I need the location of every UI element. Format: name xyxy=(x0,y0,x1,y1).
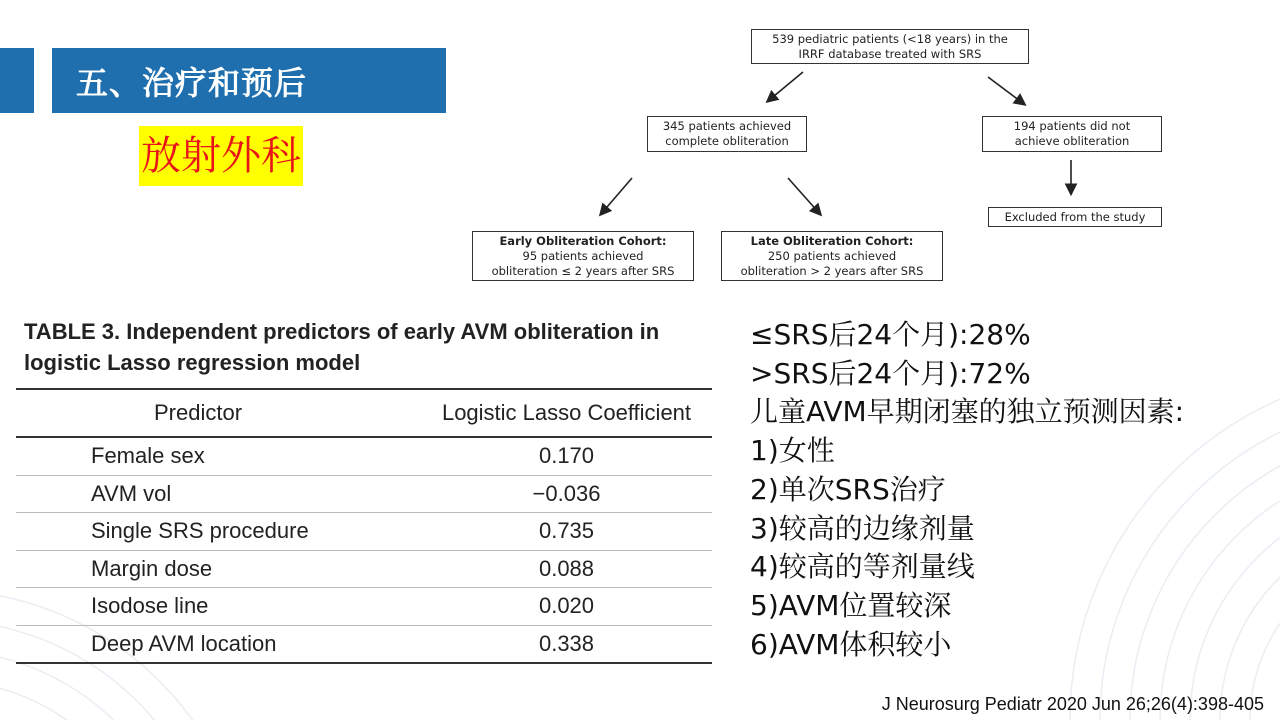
notes-line: ≤SRS后24个月):28% xyxy=(750,318,1031,351)
flowchart-root-line2: IRRF database treated with SRS xyxy=(798,46,982,61)
table-header-row xyxy=(16,388,712,438)
table-cell-predictor: AVM vol xyxy=(91,480,172,506)
slide-subtitle: 放射外科 xyxy=(139,126,303,186)
flowchart-excluded-line1: Excluded from the study xyxy=(1004,209,1146,224)
table-cell-predictor: Deep AVM location xyxy=(91,630,277,656)
notes-line: 6)AVM体积较小 xyxy=(750,627,952,661)
flowchart-achieved-line2: complete obliteration xyxy=(665,134,789,148)
table-row xyxy=(16,588,712,626)
table-header-coefficient: Logistic Lasso Coefficient xyxy=(441,400,692,425)
slide-title-text: 五、治疗和预后 xyxy=(76,63,308,102)
flowchart-achieved-box xyxy=(647,116,807,152)
flowchart-not-achieved-line2: achieve obliteration xyxy=(1014,134,1130,148)
table-row xyxy=(16,551,712,589)
table-cell-coefficient: 0.338 xyxy=(538,630,595,656)
flowchart-late-line2: obliteration > 2 years after SRS xyxy=(740,263,924,278)
table-row xyxy=(16,476,712,514)
flowchart-early-line2: obliteration ≤ 2 years after SRS xyxy=(491,263,675,278)
table-cell-coefficient: 0.170 xyxy=(538,443,595,469)
flowchart-late-heading: Late Obliteration Cohort: xyxy=(750,233,914,248)
notes-line: 儿童AVM早期闭塞的独立预测因素: xyxy=(750,395,1185,429)
table-cell-coefficient: 0.735 xyxy=(538,518,595,544)
notes-line: 3)较高的边缘剂量 xyxy=(750,511,975,545)
table-cell-predictor: Isodose line xyxy=(91,593,209,619)
flowchart-achieved-line1: 345 patients achieved xyxy=(662,119,792,133)
table-caption-line1: TABLE 3. Independent predictors of early AVM obliteration in xyxy=(24,319,660,344)
notes-line: 5)AVM位置较深 xyxy=(750,588,952,622)
predictors-table xyxy=(16,388,712,664)
table-caption xyxy=(24,316,704,378)
table-cell-predictor: Female sex xyxy=(91,443,205,469)
flowchart-late-cohort-box xyxy=(721,231,943,281)
table-cell-predictor: Single SRS procedure xyxy=(91,518,309,544)
notes-line: 4)较高的等剂量线 xyxy=(750,550,975,584)
table-row xyxy=(16,438,712,476)
flowchart-early-cohort-box xyxy=(472,231,694,281)
flowchart-root-line1: 539 pediatric patients (<18 years) in the xyxy=(772,31,1008,46)
notes-line: >SRS后24个月):72% xyxy=(750,356,1031,390)
table-cell-predictor: Margin dose xyxy=(91,555,213,581)
table-cell-coefficient: 0.020 xyxy=(538,593,595,619)
citation: J Neurosurg Pediatr 2020 Jun 26;26(4):398-405 xyxy=(881,694,1264,714)
notes-line: 2)单次SRS治疗 xyxy=(750,472,946,506)
flowchart-not-achieved-line1: 194 patients did not xyxy=(1013,119,1131,133)
flowchart-root-box xyxy=(751,29,1029,64)
table-cell-coefficient: 0.088 xyxy=(538,555,595,581)
flowchart-excluded-box xyxy=(988,207,1162,227)
table-caption-line2: logistic Lasso regression model xyxy=(24,350,361,375)
flowchart-late-line1: 250 patients achieved xyxy=(767,248,897,263)
flowchart-early-heading: Early Obliteration Cohort: xyxy=(499,233,667,248)
flowchart-early-line1: 95 patients achieved xyxy=(522,248,644,263)
flowchart-not-achieved-box xyxy=(982,116,1162,152)
notes-line: 1)女性 xyxy=(750,434,835,468)
notes-list xyxy=(750,316,1270,664)
table-row xyxy=(16,626,712,665)
table-header-predictor: Predictor xyxy=(154,400,243,425)
table-row xyxy=(16,513,712,551)
table-cell-coefficient: −0.036 xyxy=(532,480,601,506)
